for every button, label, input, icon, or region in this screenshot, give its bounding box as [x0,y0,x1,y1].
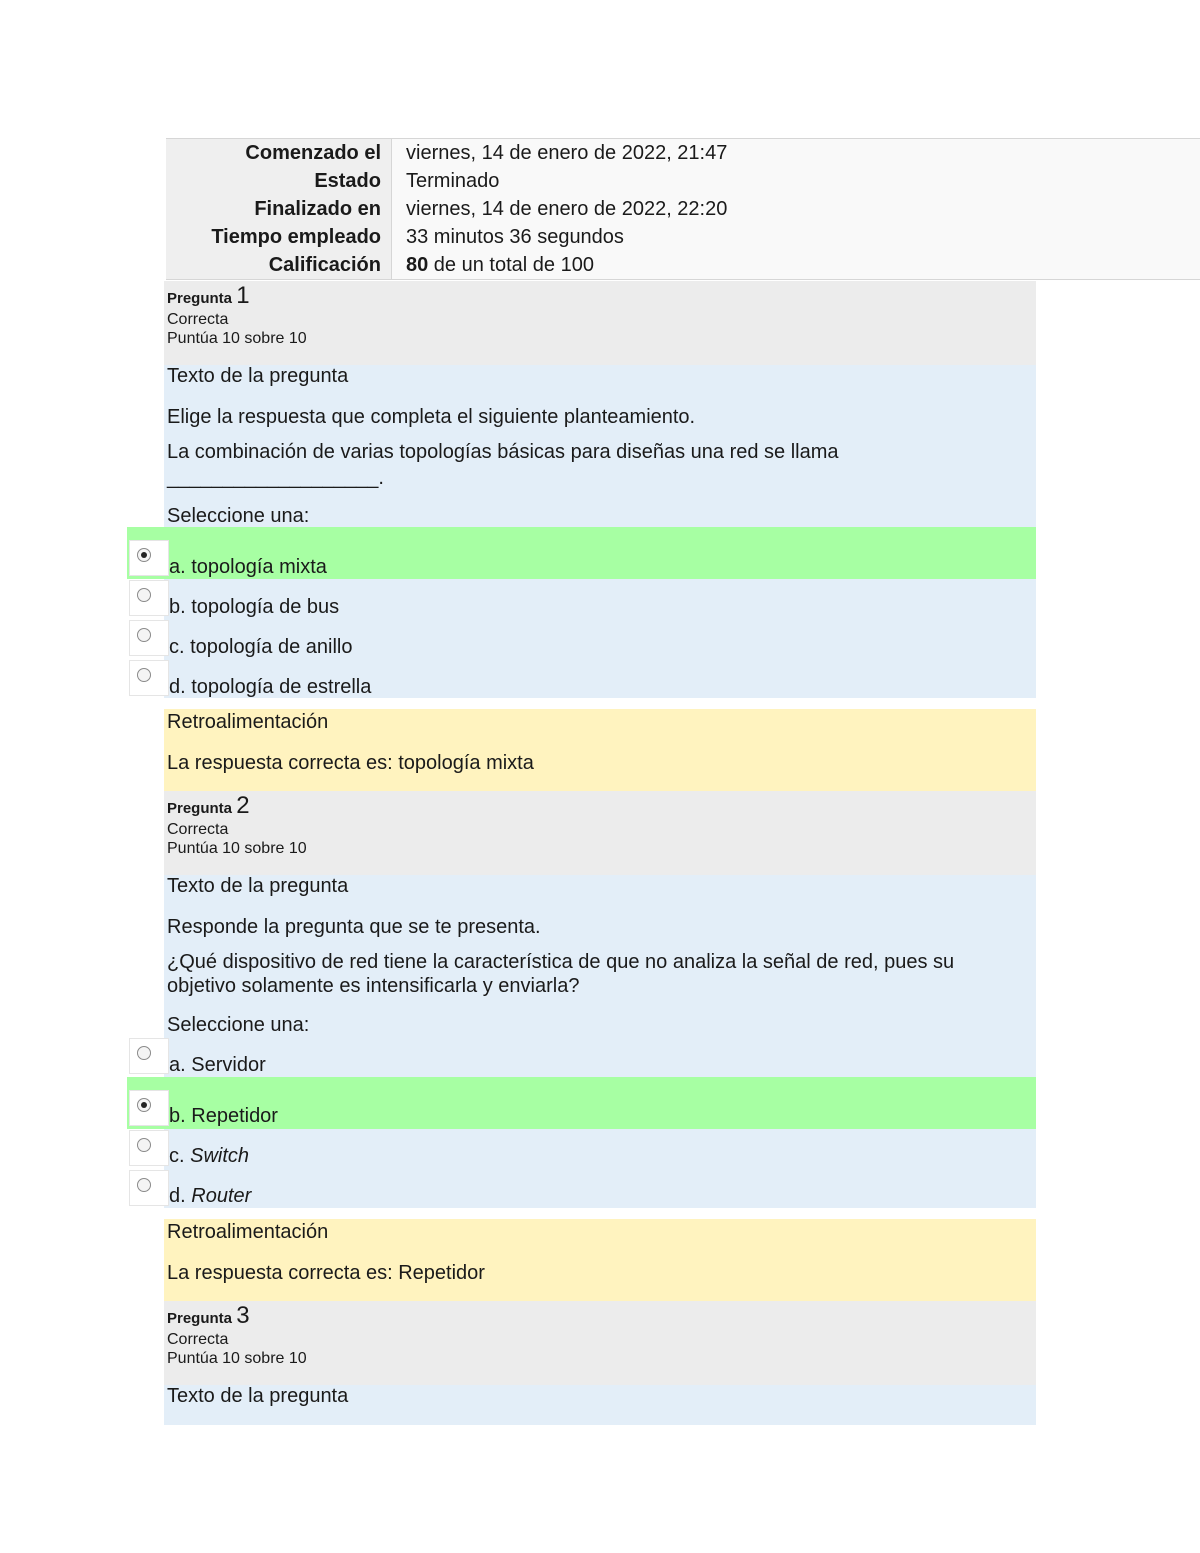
summary-row-grade [166,251,1200,279]
question-3-info [164,1301,1036,1385]
question-status: Correcta [167,821,229,838]
answer-option-label[interactable]: d. Router [169,1185,252,1207]
radio-button[interactable] [137,1178,151,1192]
feedback-heading: Retroalimentación [167,1221,329,1243]
answer-option-label[interactable]: c. topología de anillo [169,636,353,658]
question-text-heading: Texto de la pregunta [167,365,349,387]
question-number: 1 [236,282,250,309]
question-title [167,282,1036,310]
question-prompt-blank: ___________________. [167,467,384,489]
grade-total: de un total de 100 [428,254,594,276]
grade-score: 80 [406,254,429,276]
summary-label: Estado [166,167,391,195]
answer-option-label[interactable]: b. Repetidor [169,1105,278,1127]
answer-option-label[interactable]: a. Servidor [169,1054,266,1076]
answer-option-label[interactable]: b. topología de bus [169,596,340,618]
question-title [167,1302,1036,1330]
feedback-text: La respuesta correcta es: topología mixta [167,752,534,774]
answer-option-b[interactable] [127,1077,1036,1129]
summary-value: 33 minutos 36 segundos [391,223,1200,251]
question-score: Puntúa 10 sobre 10 [167,1350,307,1367]
question-prompt-cont: objetivo solamente es intensificarla y enviarla? [167,975,580,997]
radio-container[interactable] [129,1090,169,1126]
answer-option-c[interactable] [127,1129,1036,1169]
radio-container[interactable] [129,580,169,616]
radio-button[interactable] [137,1138,151,1152]
answer-option-d[interactable] [127,1169,1036,1209]
summary-row-started [166,139,1200,167]
summary-row-time [166,223,1200,251]
question-number: 2 [236,792,250,819]
question-1-info [164,281,1036,365]
radio-button-checked[interactable] [137,1098,151,1112]
question-number: 3 [236,1302,250,1329]
question-score: Puntúa 10 sobre 10 [167,330,307,347]
radio-container[interactable] [129,1130,169,1166]
summary-row-state [166,167,1200,195]
question-prompt: La combinación de varias topologías básicas para diseñas una red se llama [167,441,839,463]
select-one-label: Seleccione una: [167,505,310,527]
summary-label: Finalizado en [166,195,391,223]
radio-button[interactable] [137,628,151,642]
answer-option-c[interactable] [127,619,1036,659]
question-text-heading: Texto de la pregunta [167,875,349,897]
question-3-content [164,1385,1036,1425]
summary-value [391,251,1200,279]
feedback-heading: Retroalimentación [167,711,329,733]
summary-value: Terminado [391,167,1200,195]
question-title [167,792,1036,820]
feedback-text: La respuesta correcta es: Repetidor [167,1262,485,1284]
question-status: Correcta [167,311,229,328]
summary-label: Comenzado el [166,139,391,167]
summary-row-finished [166,195,1200,223]
radio-button[interactable] [137,668,151,682]
question-2-info [164,791,1036,875]
answer-option-d[interactable] [127,659,1036,699]
question-status: Correcta [167,1331,229,1348]
summary-value: viernes, 14 de enero de 2022, 22:20 [391,195,1200,223]
summary-value: viernes, 14 de enero de 2022, 21:47 [391,139,1200,167]
summary-label: Calificación [166,251,391,279]
question-title-word: Pregunta [167,800,233,817]
answer-option-a[interactable] [127,527,1036,579]
select-one-label: Seleccione una: [167,1014,310,1036]
question-instruction: Elige la respuesta que completa el siguiente planteamiento. [167,406,696,428]
radio-container[interactable] [129,660,169,696]
question-title-word: Pregunta [167,290,233,307]
question-1-feedback [164,709,1036,791]
summary-label: Tiempo empleado [166,223,391,251]
question-title-word: Pregunta [167,1310,233,1327]
question-text-heading: Texto de la pregunta [167,1385,349,1407]
radio-container[interactable] [129,540,169,576]
radio-container[interactable] [129,620,169,656]
radio-container[interactable] [129,1038,169,1074]
answer-option-label[interactable]: d. topología de estrella [169,676,372,698]
answer-option-label[interactable]: c. Switch [169,1145,250,1167]
question-prompt: ¿Qué dispositivo de red tiene la característica de que no analiza la señal de red, pues su [167,951,955,973]
radio-container[interactable] [129,1170,169,1206]
attempt-summary-table [166,138,1200,280]
question-2-feedback [164,1219,1036,1301]
answer-option-a[interactable] [127,1037,1036,1077]
radio-button[interactable] [137,1046,151,1060]
radio-button[interactable] [137,588,151,602]
radio-button-checked[interactable] [137,548,151,562]
answer-option-b[interactable] [127,579,1036,619]
question-instruction: Responde la pregunta que se te presenta. [167,916,541,938]
question-score: Puntúa 10 sobre 10 [167,840,307,857]
answer-option-label[interactable]: a. topología mixta [169,556,327,578]
